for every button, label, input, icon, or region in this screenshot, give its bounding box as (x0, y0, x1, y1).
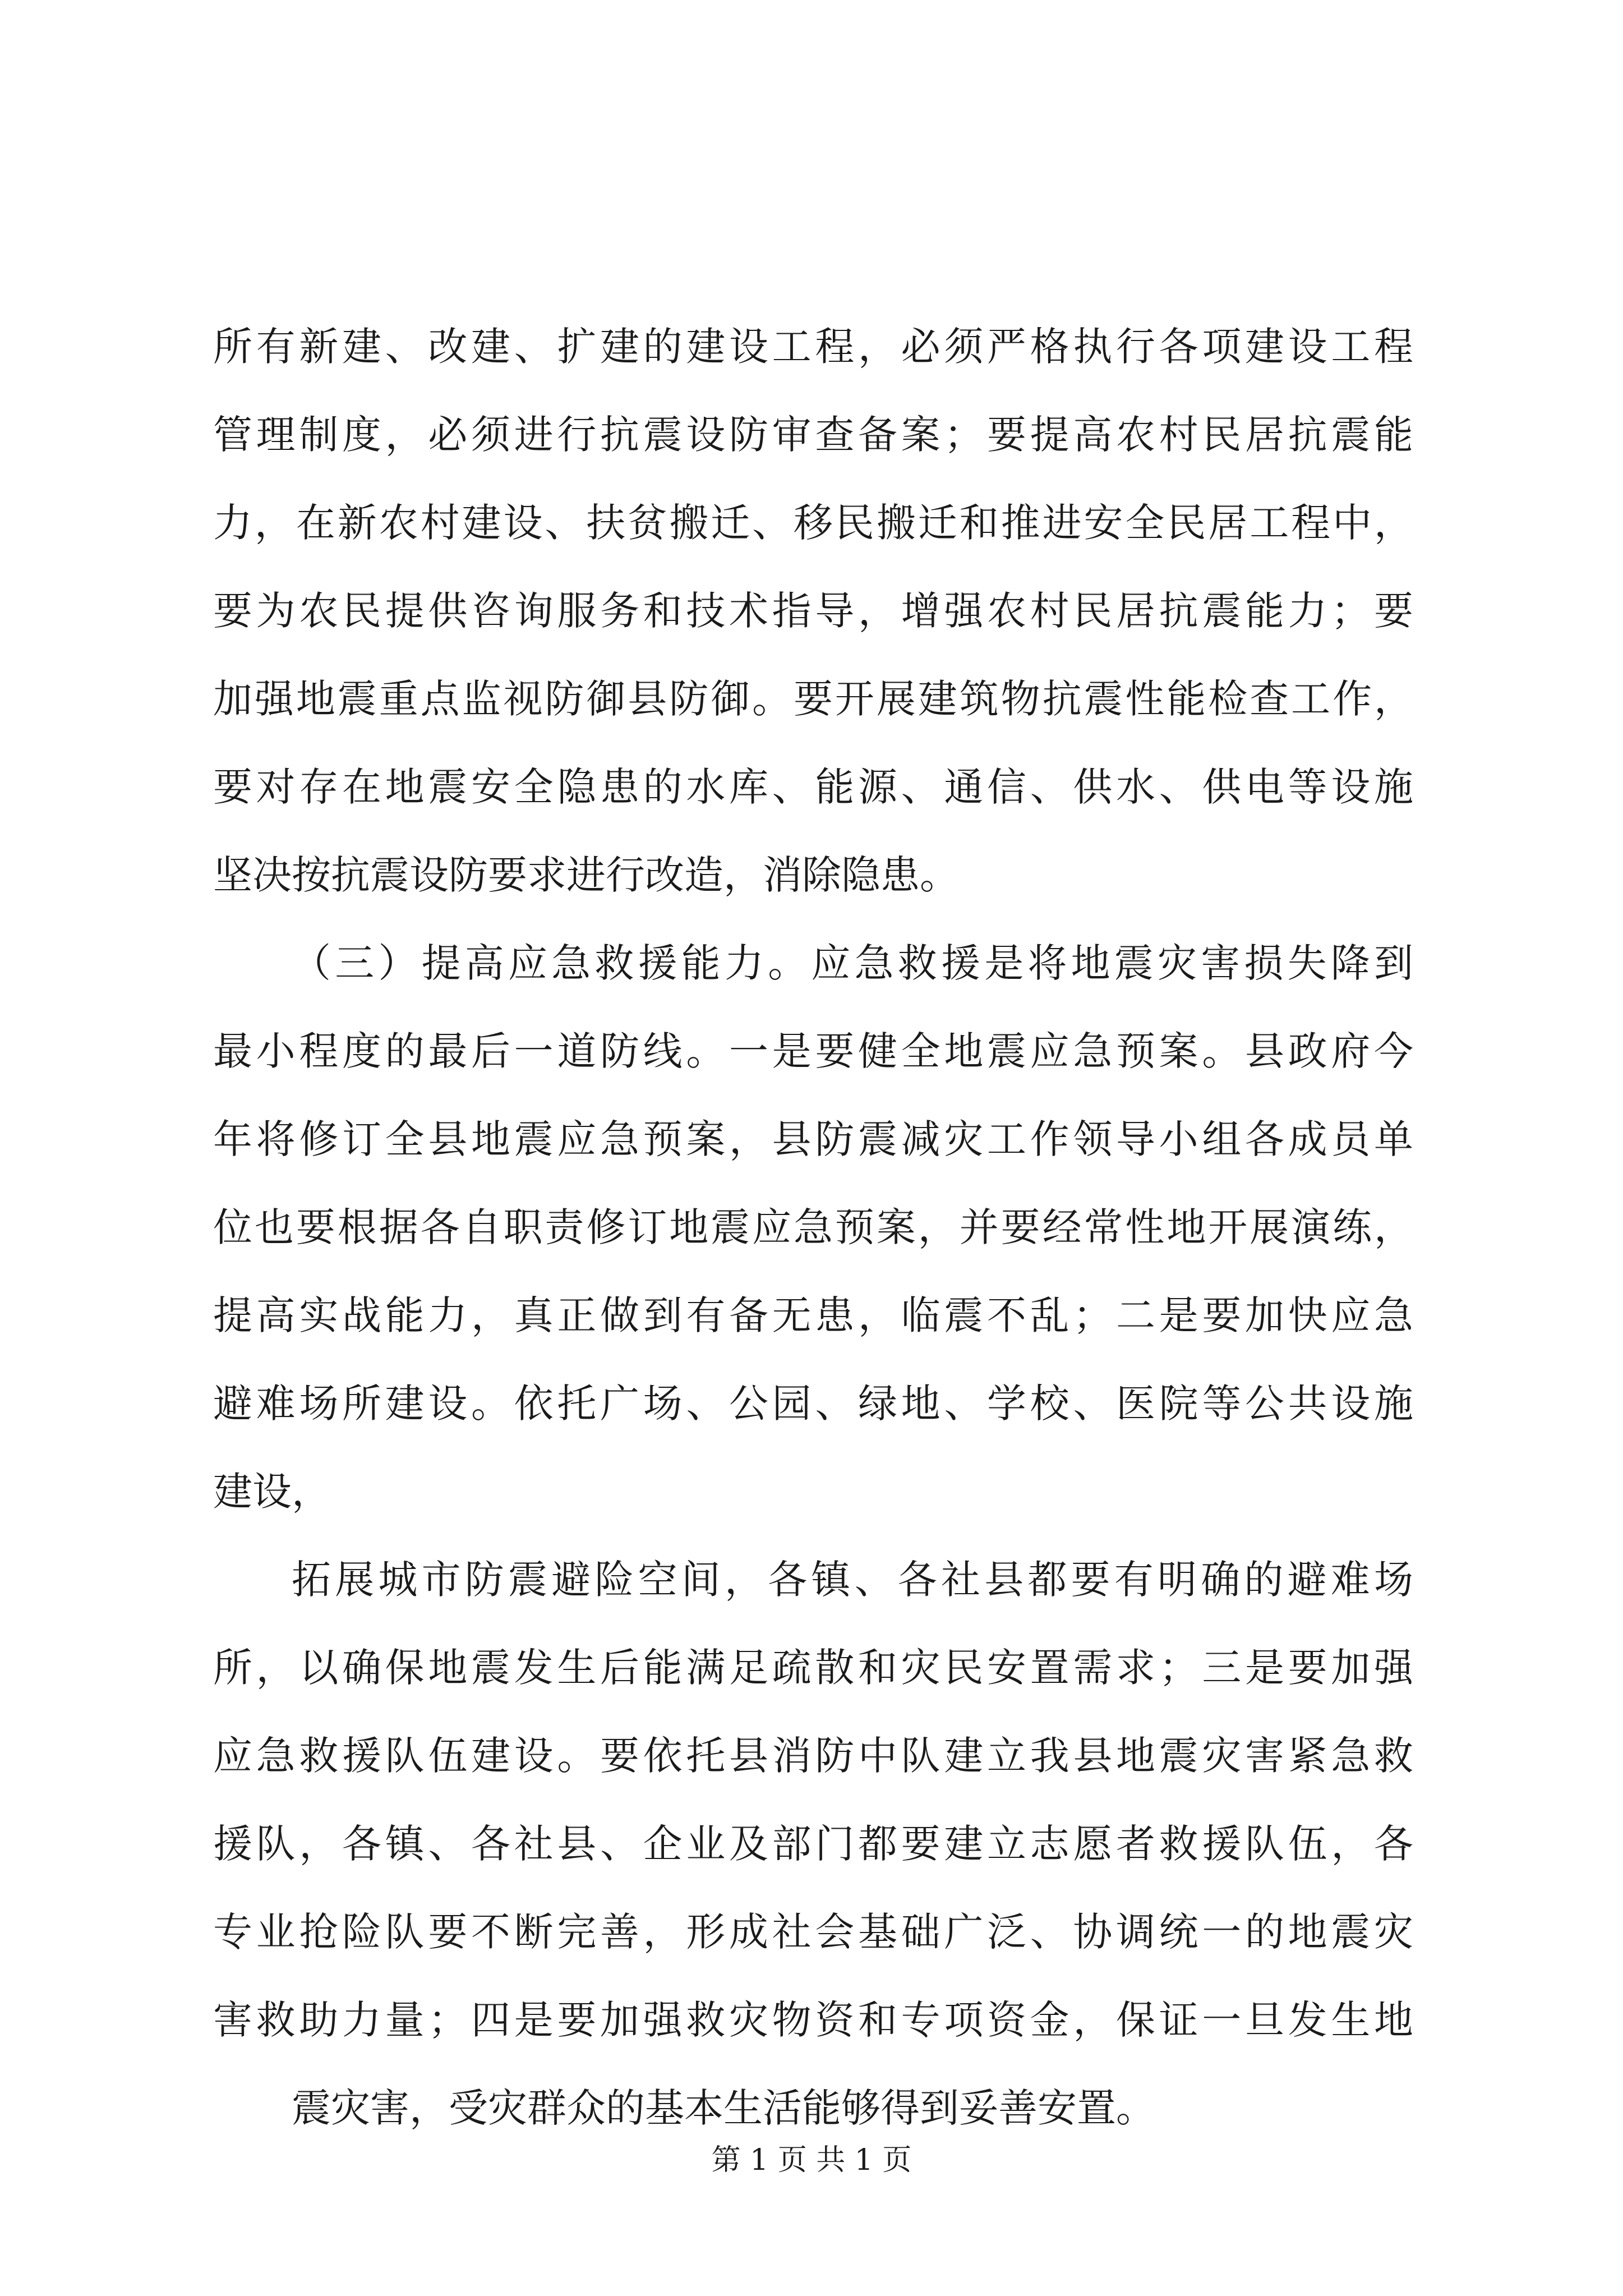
text-line-9: 最小程度的最后一道防线。一是要健全地震应急预案。县政府今 (213, 1028, 1413, 1074)
text-line-3: 力，在新农村建设、扶贫搬迁、移民搬迁和推进安全民居工程中， (213, 500, 1413, 546)
text-line-16: 所，以确保地震发生后能满足疏散和灾民安置需求；三是要加强 (213, 1645, 1413, 1691)
text-line-20: 害救助力量；四是要加强救灾物资和专项资金，保证一旦发生地 (213, 1997, 1413, 2043)
text-line-6: 要对存在地震安全隐患的水库、能源、通信、供水、供电等设施 (213, 764, 1413, 810)
text-line-18: 援队，各镇、各社县、企业及部门都要建立志愿者救援队伍，各 (213, 1821, 1413, 1867)
text-line-5: 加强地震重点监视防御县防御。要开展建筑物抗震性能检查工作， (213, 676, 1413, 722)
text-line-10: 年将修订全县地震应急预案，县防震减灾工作领导小组各成员单 (213, 1116, 1413, 1162)
text-line-1: 所有新建、改建、扩建的建设工程，必须严格执行各项建设工程 (213, 324, 1413, 370)
text-line-13: 避难场所建设。依托广场、公园、绿地、学校、医院等公共设施 (213, 1381, 1413, 1427)
text-line-17: 应急救援队伍建设。要依托县消防中队建立我县地震灾害紧急救 (213, 1733, 1413, 1779)
text-line-8: （三）提高应急救援能力。应急救援是将地震灾害损失降到 (292, 940, 1413, 986)
text-line-14: 建设， (213, 1469, 331, 1515)
document-body (213, 303, 1413, 2152)
text-line-4: 要为农民提供咨询服务和技术指导，增强农村民居抗震能力；要 (213, 588, 1413, 634)
text-line-19: 专业抢险队要不断完善，形成社会基础广泛、协调统一的地震灾 (213, 1909, 1413, 1955)
text-line-11: 位也要根据各自职责修订地震应急预案，并要经常性地开展演练， (213, 1204, 1413, 1250)
text-line-2: 管理制度，必须进行抗震设防审查备案；要提高农村民居抗震能 (213, 412, 1413, 458)
text-line-15: 拓展城市防震避险空间，各镇、各社县都要有明确的避难场 (292, 1557, 1413, 1603)
page-footer: 第 1 页 共 1 页 (711, 2143, 912, 2177)
text-line-12: 提高实战能力，真正做到有备无患，临震不乱；二是要加快应急 (213, 1292, 1413, 1338)
text-line-7: 坚决按抗震设防要求进行改造，消除隐患。 (213, 852, 959, 898)
text-line-21: 震灾害，受灾群众的基本生活能够得到妥善安置。 (292, 2085, 1155, 2131)
